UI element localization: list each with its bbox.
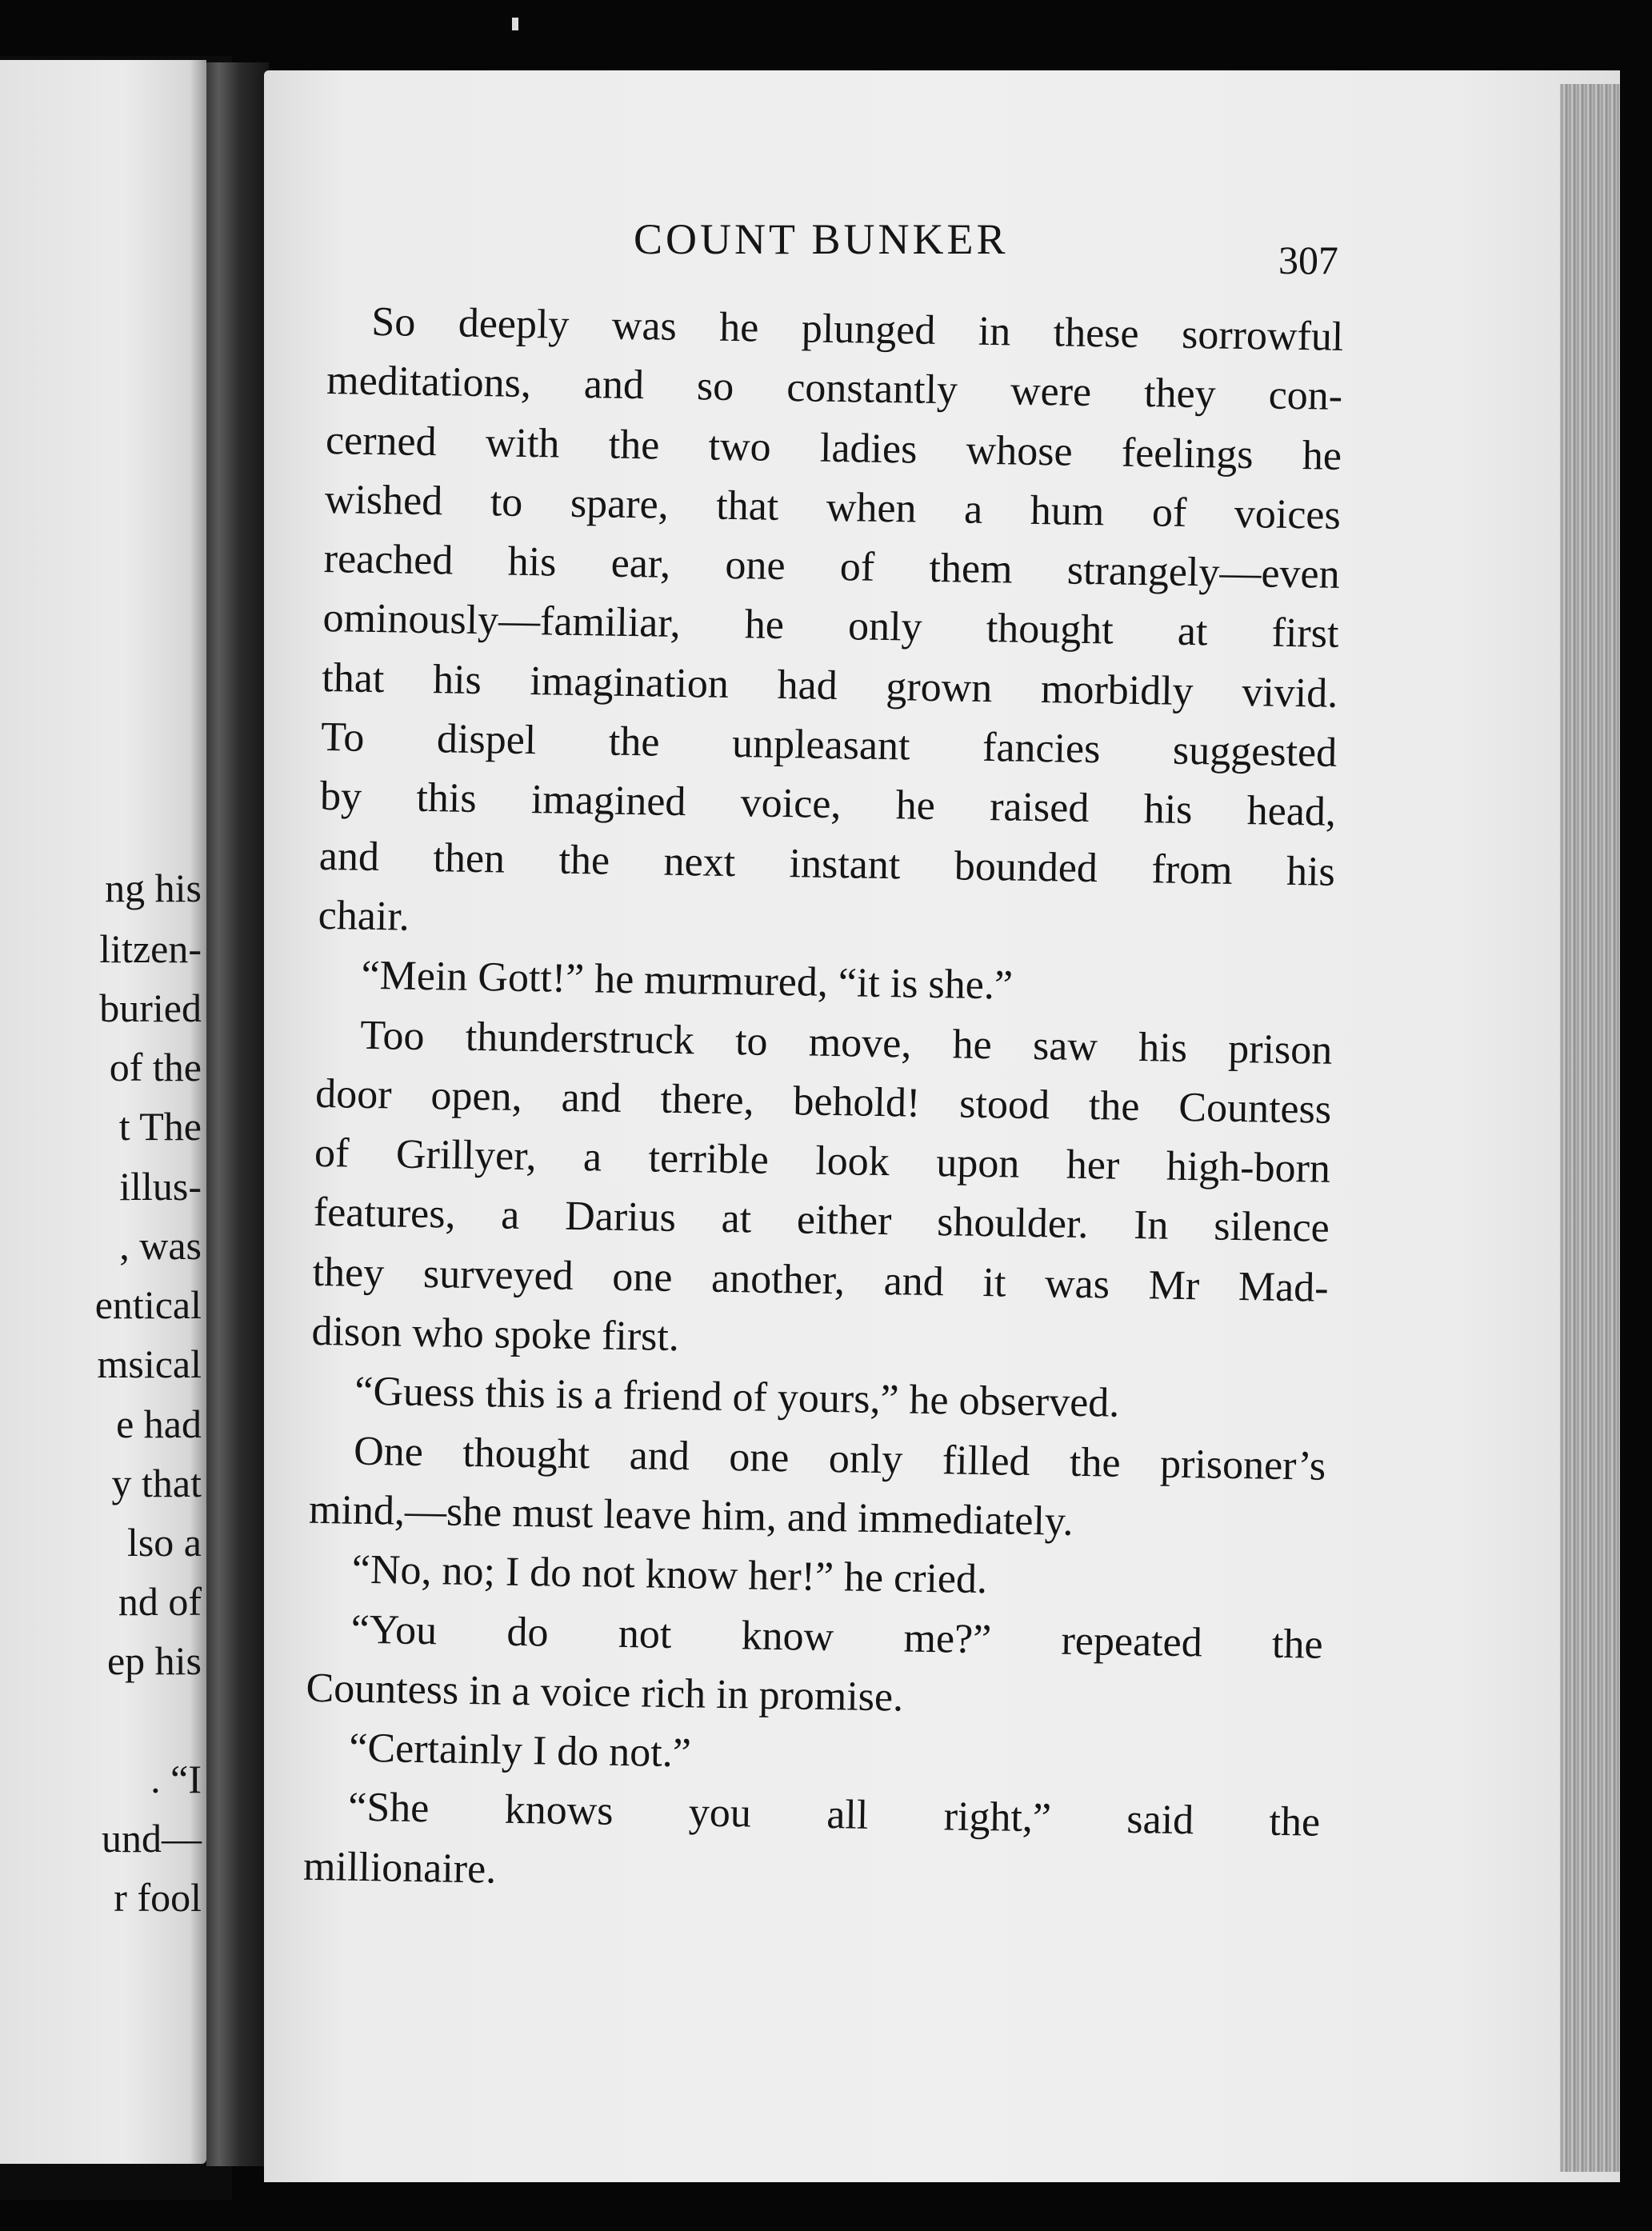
text-line: mind,—she must leave him, and immediately. [308, 1486, 1074, 1545]
left-page-line: nd of [118, 1579, 202, 1624]
text-line: Too thunderstruck to move, he saw his prison [359, 1012, 1333, 1074]
text-line: chair. [318, 892, 410, 940]
scan-mark [512, 18, 518, 30]
left-page-line: r fool [114, 1875, 202, 1920]
text-line: reached his ear, one of them strangely—even [323, 536, 1341, 598]
text-line: One thought and one only filled the prisoner’s [353, 1428, 1326, 1489]
page-number: 307 [1278, 238, 1338, 282]
left-page [0, 60, 206, 2164]
left-page-line: entical [94, 1282, 202, 1327]
left-page-line: y that [111, 1461, 202, 1505]
text-line: “You do not know me?” repeated the [350, 1606, 1324, 1668]
text-line: features, a Darius at either shoulder. In silence [313, 1189, 1330, 1252]
text-line: “Guess this is a friend of yours,” he observed. [354, 1369, 1120, 1427]
left-page-line: . “I [150, 1757, 202, 1801]
text-line: ominously—familiar, he only thought at first [322, 595, 1339, 658]
left-page-line: lso a [126, 1520, 202, 1565]
book-gutter [206, 62, 269, 2166]
left-page-line: ng his [105, 866, 202, 910]
text-line: wished to spare, that when a hum of voices [324, 476, 1342, 538]
left-page-line: litzen- [99, 926, 202, 971]
text-line: they surveyed one another, and it was Mr Mad- [312, 1249, 1330, 1311]
text-line: “She knows you all right,” said the [347, 1785, 1321, 1846]
text-line: To dispel the unpleasant fancies suggested [320, 714, 1338, 776]
left-page-line: e had [116, 1401, 202, 1446]
left-page-line: illus- [119, 1164, 202, 1209]
text-line: So deeply was he plunged in these sorrowful [370, 298, 1344, 360]
left-page-line: , was [119, 1223, 202, 1268]
left-page-line: ep his [106, 1638, 202, 1683]
text-line: Countess in a voice rich in promise. [306, 1665, 904, 1721]
left-page-line: und— [102, 1816, 202, 1861]
text-line: of Grillyer, a terrible look upon her high-born [314, 1130, 1331, 1192]
text-line: cerned with the two ladies whose feelings he [325, 417, 1342, 479]
text-line: millionaire. [302, 1843, 497, 1893]
left-page-line: msical [97, 1341, 202, 1386]
left-page-line: t The [118, 1104, 202, 1149]
text-line: by this imagined voice, he raised his head, [319, 774, 1337, 836]
text-line: that his imagination had grown morbidly vivid. [321, 654, 1338, 717]
text-line: dison who spoke first. [311, 1308, 680, 1361]
text-line: “Certainly I do not.” [348, 1725, 692, 1777]
body-text [302, 292, 1343, 1913]
page-edges [1560, 84, 1620, 2172]
text-line: “No, no; I do not know her!” he cried. [351, 1546, 988, 1603]
running-header: COUNT BUNKER [634, 215, 1009, 263]
left-page-line: of the [109, 1045, 202, 1090]
text-line: “Mein Gott!” he murmured, “it is she.” [361, 953, 1014, 1009]
left-page-line: buried [99, 986, 202, 1030]
text-line: and then the next instant bounded from his [318, 833, 1336, 895]
text-line: door open, and there, behold! stood the Countess [314, 1070, 1332, 1133]
text-line: meditations, and so constantly were they con- [326, 358, 1343, 420]
